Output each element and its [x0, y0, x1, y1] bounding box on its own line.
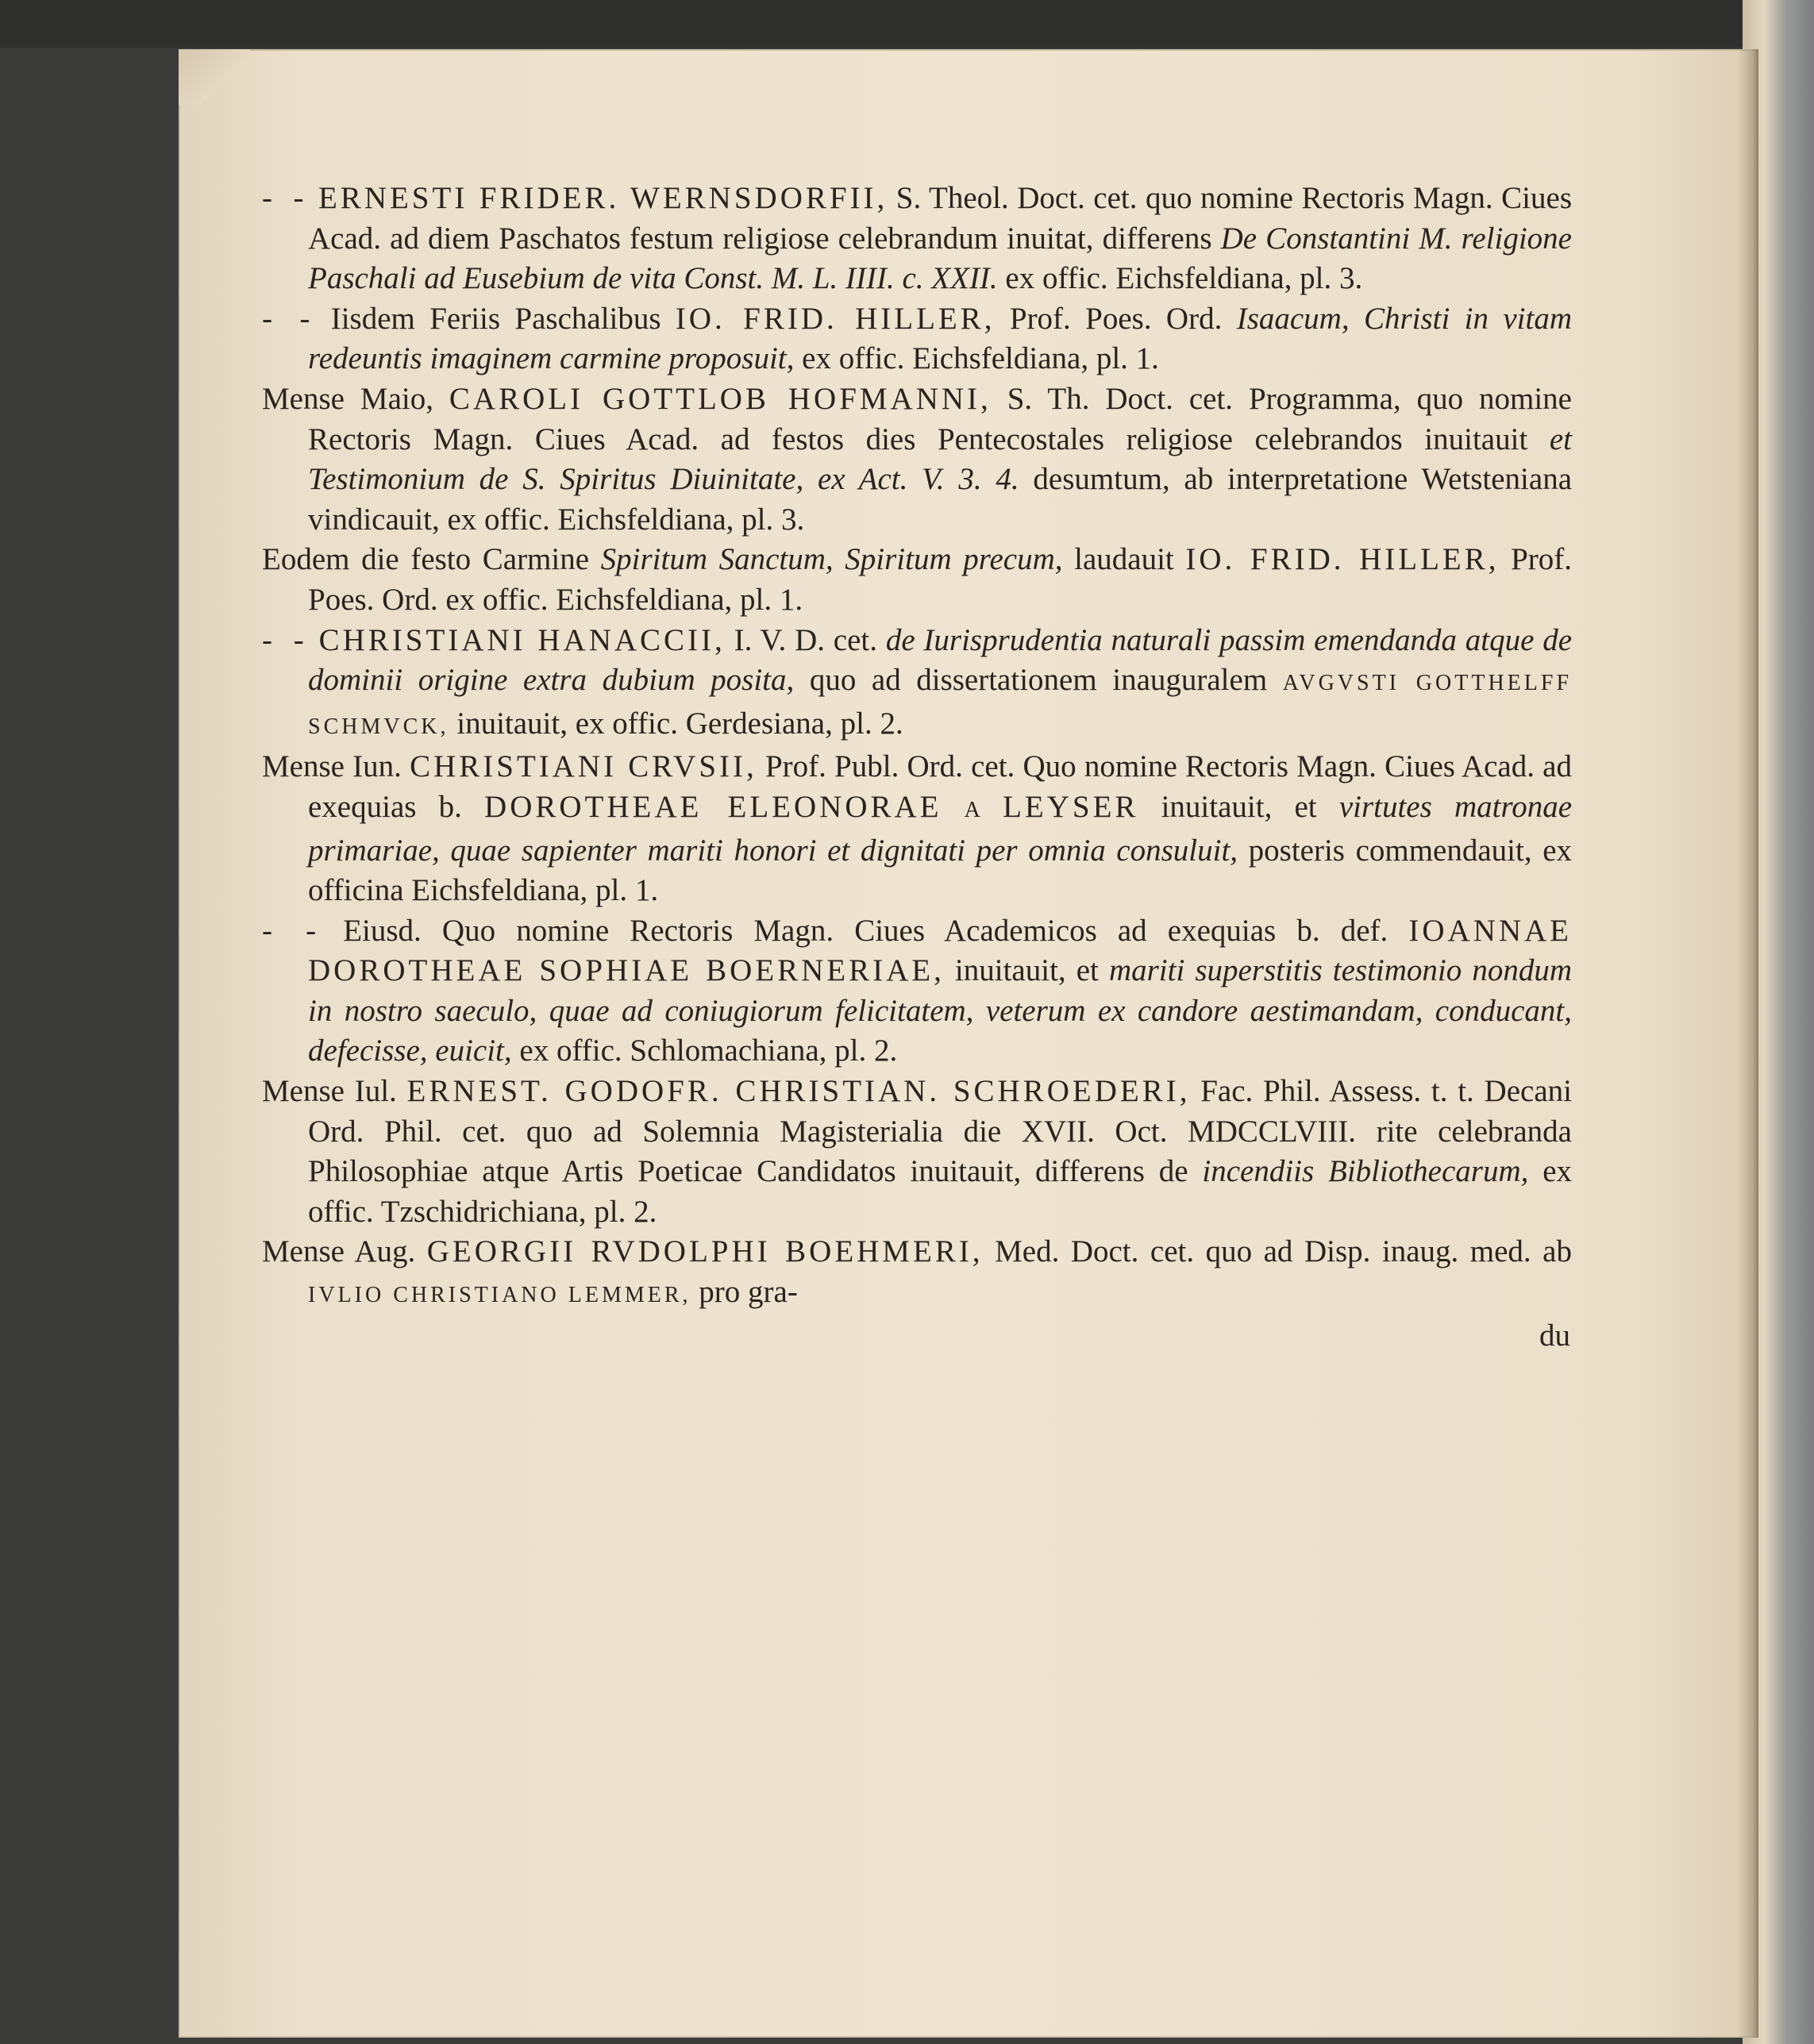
entry-hofmann: Mense Maio, CAROLI GOTTLOB HOFMANNI, S. Th. Doct. cet. Programma, quo nomine Rectoris Magn. Ciues Acad. ad festos dies Pentecostales religiose celebrandos inuitauit et Testimonium de S. Spiritus Diuinitate, ex Act. V. 3. 4. desumtum, ab interpretatione Wetsteniana vindicauit, ex offic. Eichsfeldiana, pl. 3.	[262, 381, 1572, 537]
entry-wernsdorf: - - ERNESTI FRIDER. WERNSDORFII, S. Theol. Doct. cet. quo nomine Rectoris Magn. Ciues Acad. ad diem Paschatos festum religiose celebrandum inuitat, differens De Constantini M. religione Paschali ad Eusebium de vita Const. M. L. IIII. c. XXII. ex offic. Eichsfeldiana, pl. 3.	[262, 181, 1572, 296]
entry-boehmer: Mense Aug. GEORGII RVDOLPHI BOEHMERI, Med. Doct. cet. quo ad Disp. inaug. med. ab IVLIO CHRISTIANO LEMMER, pro gra-	[262, 1234, 1572, 1310]
deceased-surname: LEYSER	[1003, 789, 1139, 824]
work-title: incendiis Bibliothecarum,	[1202, 1154, 1529, 1189]
candidate-name: AVGVSTI GOTTHELFF SCHMVCK,	[308, 671, 1573, 739]
page-text	[262, 179, 1572, 1356]
entry-hiller-pentecost: Eodem die festo Carmine Spiritum Sanctum, Spiritum precum, laudauit IO. FRID. HILLER, Prof. Poes. Ord. ex offic. Eichsfeldiana, pl. 1.	[262, 542, 1573, 617]
person-name: CHRISTIANI CRVSII,	[410, 749, 757, 784]
person-name: ERNEST. GODOFR. CHRISTIAN. SCHROEDERI,	[406, 1074, 1191, 1109]
entry-schroeder: Mense Iul. ERNEST. GODOFR. CHRISTIAN. SCHROEDERI, Fac. Phil. Assess. t. t. Decani Ord. Phil. cet. quo ad Solemnia Magisterialia die XVII. Oct. MDCCLVIII. rite celebranda Philosophiae atque Artis Poeticae Candidatos inuitauit, differens de incendiis Bibliothecarum, ex offic. Tzschidrichiana, pl. 2.	[262, 1074, 1573, 1229]
folded-corner	[179, 49, 250, 105]
work-title: et Testimonium de S. Spiritus Diuinitate, ex Act. V. 3. 4.	[308, 422, 1572, 497]
person-name: GEORGII RVDOLPHI BOEHMERI,	[426, 1234, 984, 1269]
scan-backdrop	[0, 0, 1814, 48]
entry-crusius: Mense Iun. CHRISTIANI CRVSII, Prof. Publ. Ord. cet. Quo nomine Rectoris Magn. Ciues Acad. ad exequias b. DOROTHEAE ELEONORAE A LEYSER inuitauit, et virtutes matronae primariae, quae sapienter mariti honori et dignitati per omnia consuluit, posteris commendauit, ex officina Eichsfeldiana, pl. 1.	[262, 749, 1573, 908]
work-title: De Constantini M. religione Paschali ad Eusebium de vita Const. M. L. IIII. c. XXII.	[308, 221, 1572, 296]
work-title: mariti superstitis testimonio nondum in nostro saeculo, quae ad coniugiorum felicitatem, veterum ex candore aestimandam, conducant, defecisse, euicit,	[308, 953, 1572, 1068]
entry-boerner: - - Eiusd. Quo nomine Rectoris Magn. Ciues Academicos ad exequias b. def. IOANNAE DOROTHEAE SOPHIAE BOERNERIAE, inuitauit, et mariti superstitis testimonio nondum in nostro saeculo, quae ad coniugiorum felicitatem, veterum ex candore aestimandam, conducant, defecisse, euicit, ex offic. Schlomachiana, pl. 2.	[262, 913, 1573, 1068]
page-gutter	[1738, 49, 1758, 2038]
deceased-name: DOROTHEAE ELEONORAE	[484, 789, 942, 824]
work-title: Spiritum Sanctum, Spiritum precum,	[600, 542, 1063, 577]
person-name: CAROLI GOTTLOB HOFMANNI,	[449, 381, 992, 416]
work-title: Isaacum, Christi in vitam redeuntis imaginem carmine proposuit,	[308, 301, 1573, 376]
catchword: du	[1539, 1318, 1570, 1353]
work-title: de Iurisprudentia naturali passim emendanda atque de dominii origine extra dubium posita,	[308, 622, 1573, 698]
deceased-name: IOANNAE DOROTHEAE SOPHIAE BOERNERIAE,	[308, 913, 1573, 988]
entry-hiller-easter: - - Iisdem Feriis Paschalibus IO. FRID. HILLER, Prof. Poes. Ord. Isaacum, Christi in vitam redeuntis imaginem carmine proposuit, ex offic. Eichsfeldiana, pl. 1.	[262, 301, 1573, 376]
person-name: CHRISTIANI HANACCII,	[318, 622, 726, 657]
candidate-name: IVLIO CHRISTIANO LEMMER,	[308, 1283, 691, 1308]
work-title: virtutes matronae primariae, quae sapienter mariti honori et dignitati per omnia consuluit,	[308, 789, 1573, 868]
person-name: IO. FRID. HILLER,	[675, 301, 996, 336]
entry-hanacc: - - CHRISTIANI HANACCII, I. V. D. cet. de Iurisprudentia naturali passim emendanda atque de dominii origine extra dubium posita, quo ad dissertationem inauguralem AVGVSTI GOTTHELFF SCHMVCK, inuitauit, ex offic. Gerdesiana, pl. 2.	[262, 622, 1573, 741]
person-name: IO. FRID. HILLER,	[1185, 542, 1500, 577]
person-name: ERNESTI FRIDER. WERNSDORFII,	[318, 181, 888, 215]
